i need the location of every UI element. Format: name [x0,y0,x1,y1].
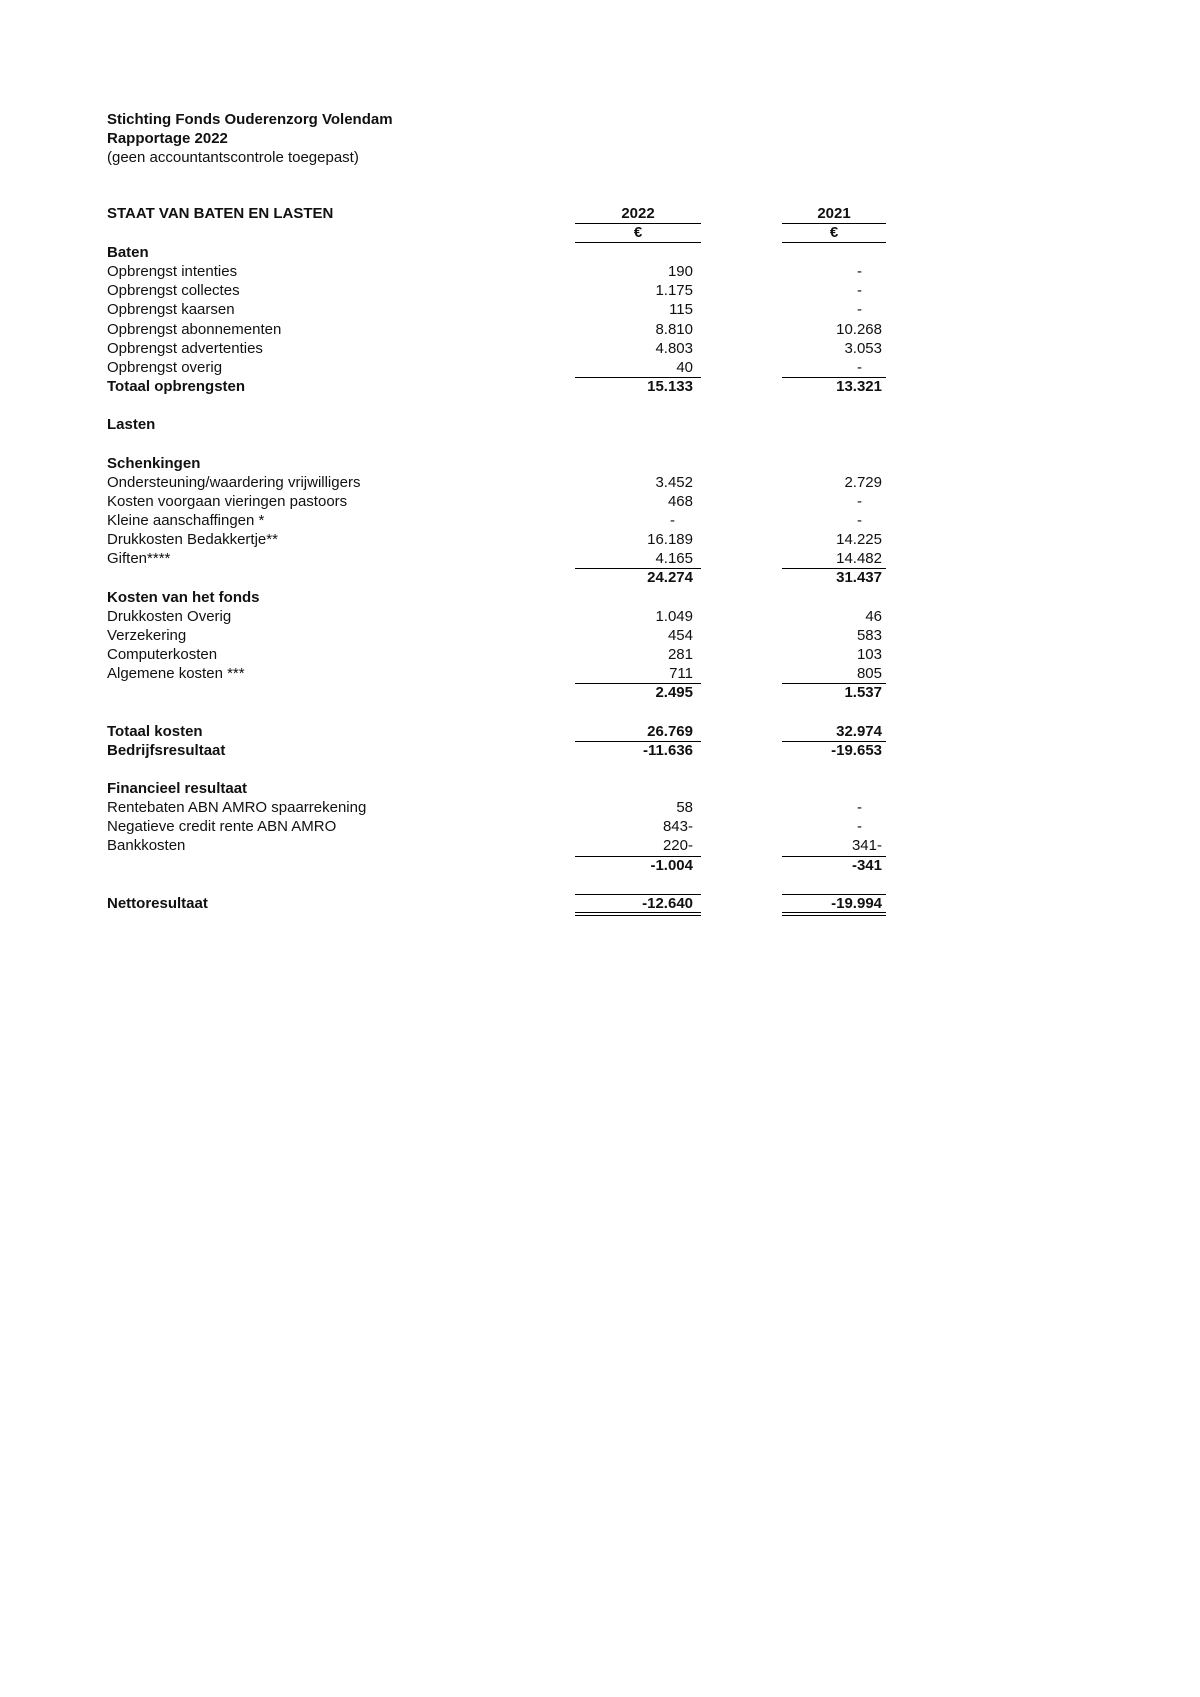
value-2021: - [857,818,862,836]
value-2022: 4.803 [655,339,693,357]
row-label: Opbrengst intenties [107,263,238,281]
value-2022: 8.810 [655,320,693,338]
value-2022: 15.133 [575,377,701,396]
statement-row [107,760,897,779]
value-2021: - [857,301,862,319]
statement-row [107,415,897,434]
value-2021: - [857,799,862,817]
statement-row [107,262,897,281]
value-2021: 10.268 [836,320,882,338]
value-2022: -12.640 [575,894,701,917]
row-label: Ondersteuning/waardering vrijwilligers [107,473,361,491]
value-2022: 468 [667,492,693,510]
row-label: Schenkingen [107,454,201,472]
value-2021: -341 [851,856,882,874]
value-2021: - [857,263,862,281]
statement-row [107,300,897,319]
row-label: Drukkosten Bedakkertje** [107,531,278,549]
row-label: Kosten van het fonds [107,588,260,606]
row-label: Opbrengst abonnementen [107,320,282,338]
statement-row [107,741,897,760]
row-label: Financieel resultaat [107,779,248,797]
statement-row [107,779,897,798]
row-label: Computerkosten [107,645,218,663]
value-2022: 115 [669,301,693,319]
value-2021: 32.974 [782,722,886,742]
organization-name: Stichting Fonds Ouderenzorg Volendam [107,111,393,128]
row-label: Rentebaten ABN AMRO spaarrekening [107,799,367,817]
row-label: Verzekering [107,626,187,644]
value-2021: 14.482 [836,550,882,568]
value-2022: 3.452 [655,473,693,491]
statement-row [107,588,897,607]
statement-row [107,645,897,664]
column-header-2022 [575,205,701,243]
value-2022: 711 [669,665,693,683]
row-label: Totaal opbrengsten [107,377,246,395]
statement-row [107,511,897,530]
value-2022: 1.175 [655,282,693,300]
row-label: Bankkosten [107,837,186,855]
audit-note: (geen accountantscontrole toegepast) [107,149,359,166]
row-label: Kosten voorgaan vieringen pastoors [107,492,348,510]
value-2021: 1.537 [782,683,886,702]
statement-row [107,817,897,836]
value-2022: 843- [662,818,693,836]
value-2021: 805 [856,665,882,683]
value-2021: 103 [856,645,882,663]
row-label: Bedrijfsresultaat [107,741,226,759]
statement-row [107,339,897,358]
row-label: Opbrengst collectes [107,282,240,300]
value-2022: 220- [575,836,701,856]
statement-row [107,836,897,855]
statement-row [107,702,897,721]
row-label: Lasten [107,416,156,434]
statement-row [107,607,897,626]
value-2021: 46 [865,607,882,625]
statement-row [107,434,897,453]
value-2022: -11.636 [642,741,693,759]
statement-row [107,875,897,894]
row-label: Opbrengst advertenties [107,339,263,357]
value-2021: - [857,358,862,376]
row-label: Baten [107,244,149,261]
statement-row [107,281,897,300]
value-2022: 2.495 [575,683,701,702]
value-2021: - [857,511,862,529]
row-label: Kleine aanschaffingen * [107,511,265,529]
statement-title: STAAT VAN BATEN EN LASTEN [107,205,334,222]
statement-row [107,377,897,396]
column-year-2022: 2022 [621,205,655,222]
statement-row [107,530,897,549]
statement-row [107,243,897,262]
column-currency-2022: € [575,223,701,243]
statement-row [107,492,897,511]
statement-row [107,396,897,415]
row-label: Opbrengst kaarsen [107,301,235,319]
value-2021: 2.729 [844,473,882,491]
report-title: Rapportage 2022 [107,130,228,147]
row-label: Drukkosten Overig [107,607,232,625]
row-label: Giften**** [107,550,171,568]
column-year-2021: 2021 [817,205,851,222]
value-2022: 454 [667,626,693,644]
value-2022: 190 [667,263,693,281]
value-2022: 58 [676,799,693,817]
value-2021: 583 [856,626,882,644]
row-label: Algemene kosten *** [107,665,245,683]
statement-row [107,856,897,875]
row-label: Negatieve credit rente ABN AMRO [107,818,337,836]
value-2021: 341- [782,836,886,856]
value-2022: 4.165 [655,550,693,568]
value-2022: 40 [676,358,693,376]
value-2021: - [857,282,862,300]
value-2022: -1.004 [650,856,693,874]
row-label: Opbrengst overig [107,358,223,376]
value-2022: - [670,511,675,529]
value-2022: 1.049 [655,607,693,625]
statement-row [107,549,897,568]
value-2022: 26.769 [575,722,701,742]
row-label: Nettoresultaat [107,894,208,912]
column-header-2021 [782,205,886,243]
value-2021: 31.437 [782,568,886,587]
value-2021: 3.053 [844,339,882,357]
statement-row [107,683,897,702]
statement-row [107,626,897,645]
statement-row [107,722,897,741]
statement-row [107,358,897,377]
row-label: Totaal kosten [107,722,203,740]
value-2021: -19.653 [831,741,882,759]
statement-row [107,894,897,913]
value-2021: 13.321 [782,377,886,396]
statement-row [107,798,897,817]
column-currency-2021: € [782,223,886,243]
statement-row [107,568,897,587]
statement-rows [107,243,897,913]
value-2021: - [857,492,862,510]
value-2021: 14.225 [836,531,882,549]
statement-row [107,664,897,683]
statement-row [107,320,897,339]
value-2022: 24.274 [575,568,701,587]
value-2021: -19.994 [782,894,886,917]
document-header [107,110,393,167]
value-2022: 16.189 [647,531,693,549]
statement-row [107,454,897,473]
value-2022: 281 [667,645,693,663]
statement-row [107,473,897,492]
